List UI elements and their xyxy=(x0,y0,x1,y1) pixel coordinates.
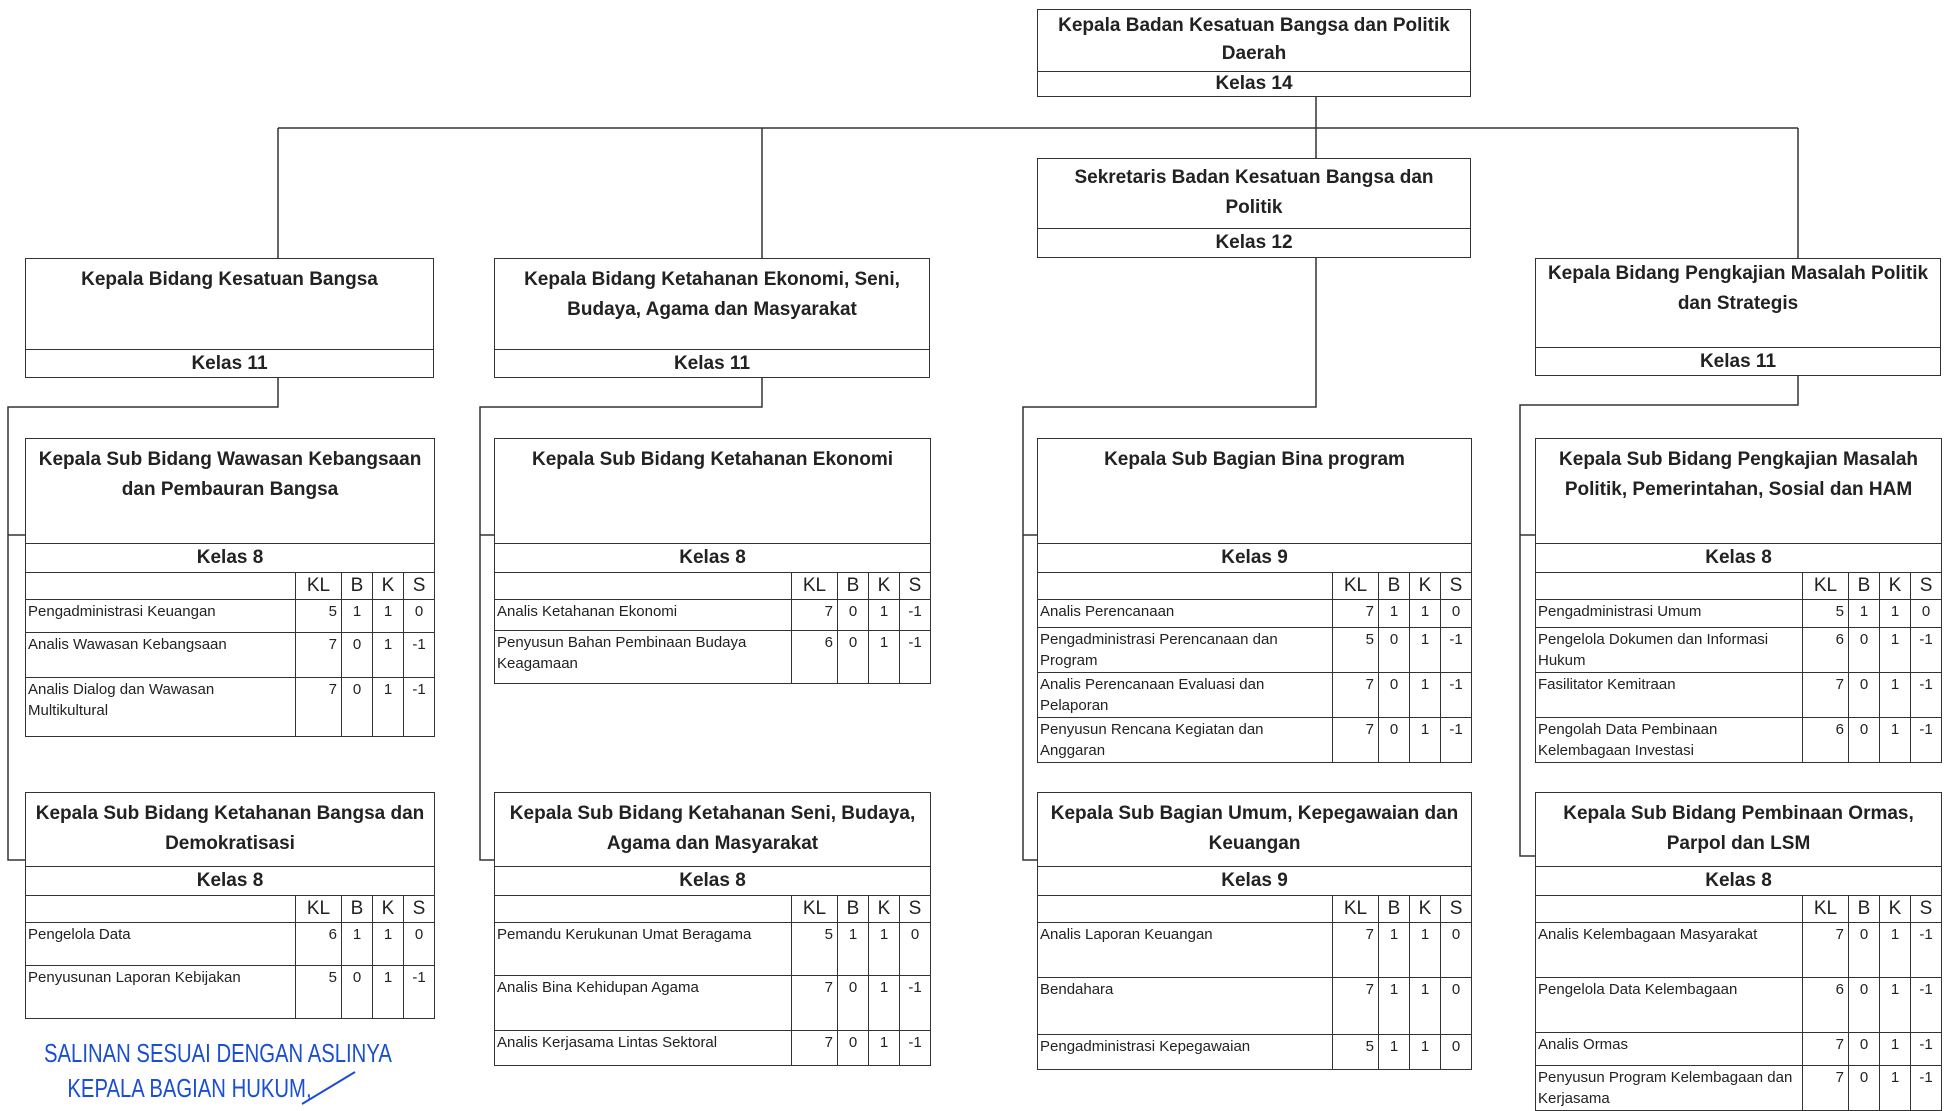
k-value: 1 xyxy=(1880,600,1911,628)
column-header-kl: KL xyxy=(1333,573,1379,600)
position-name: Analis Kelembagaan Masyarakat xyxy=(1536,923,1803,978)
column-header-s: S xyxy=(1441,573,1472,600)
s-value: -1 xyxy=(900,600,931,631)
k-value: 1 xyxy=(373,633,404,678)
position-name: Pengadministrasi Perencanaan dan Program xyxy=(1038,628,1333,673)
secretary-kelas: Kelas 12 xyxy=(1215,232,1293,253)
division-title: Kepala Bidang Kesatuan Bangsa xyxy=(26,259,433,350)
s-value: -1 xyxy=(1911,978,1942,1033)
column-header-kl: KL xyxy=(1333,896,1379,923)
b-value: 0 xyxy=(342,966,373,1019)
column-header-b: B xyxy=(342,896,373,923)
k-value: 1 xyxy=(1880,923,1911,978)
column-header-b: B xyxy=(342,573,373,600)
table-row xyxy=(1038,628,1472,673)
subunit-table xyxy=(494,792,931,1066)
b-value: 0 xyxy=(1379,673,1410,718)
column-header-k: K xyxy=(869,896,900,923)
kl-value: 7 xyxy=(1333,718,1379,763)
b-value: 0 xyxy=(1849,718,1880,763)
column-header-b: B xyxy=(1379,573,1410,600)
table-row xyxy=(1536,978,1942,1033)
column-header-b: B xyxy=(1849,896,1880,923)
column-header-k: K xyxy=(1410,573,1441,600)
position-name: Analis Bina Kehidupan Agama xyxy=(495,976,792,1031)
column-header-k: K xyxy=(1880,573,1911,600)
s-value: 0 xyxy=(404,923,435,966)
b-value: 1 xyxy=(1379,1035,1410,1070)
s-value: -1 xyxy=(1441,718,1472,763)
kl-value: 7 xyxy=(1803,1033,1849,1066)
column-header-s: S xyxy=(404,573,435,600)
k-value: 1 xyxy=(1410,600,1441,628)
b-value: 1 xyxy=(1379,600,1410,628)
subunit-table xyxy=(1535,438,1942,763)
table-row xyxy=(1536,1033,1942,1066)
header-blank xyxy=(1038,896,1333,923)
kl-value: 5 xyxy=(1333,628,1379,673)
subunit-table xyxy=(25,792,435,1019)
k-value: 1 xyxy=(1880,673,1911,718)
table-row xyxy=(1038,923,1472,978)
position-name: Pengadministrasi Kepegawaian xyxy=(1038,1035,1333,1070)
s-value: -1 xyxy=(900,976,931,1031)
s-value: -1 xyxy=(1911,718,1942,763)
k-value: 1 xyxy=(1410,1035,1441,1070)
kl-value: 7 xyxy=(296,678,342,737)
head-of-agency-kelas: Kelas 14 xyxy=(1215,73,1293,94)
table-row xyxy=(1038,1035,1472,1070)
table-row xyxy=(26,923,435,966)
kl-value: 7 xyxy=(792,600,838,631)
position-name: Pengolah Data Pembinaan Kelembagaan Investasi xyxy=(1536,718,1803,763)
b-value: 1 xyxy=(342,600,373,633)
column-header-kl: KL xyxy=(296,896,342,923)
k-value: 1 xyxy=(1410,673,1441,718)
header-blank xyxy=(26,896,296,923)
k-value: 1 xyxy=(869,1031,900,1066)
position-name: Pengelola Data xyxy=(26,923,296,966)
k-value: 1 xyxy=(1410,923,1441,978)
column-header-k: K xyxy=(1880,896,1911,923)
position-name: Analis Dialog dan Wawasan Multikultural xyxy=(26,678,296,737)
column-header-b: B xyxy=(838,896,869,923)
header-blank xyxy=(495,573,792,600)
column-header-kl: KL xyxy=(792,896,838,923)
subunit-kelas: Kelas 8 xyxy=(495,544,931,573)
position-name: Analis Perencanaan xyxy=(1038,600,1333,628)
subunit-kelas: Kelas 8 xyxy=(495,867,931,896)
kl-value: 5 xyxy=(792,923,838,976)
k-value: 1 xyxy=(373,600,404,633)
secretary-box xyxy=(1037,158,1471,258)
table-row xyxy=(1536,923,1942,978)
column-header-k: K xyxy=(869,573,900,600)
s-value: -1 xyxy=(404,678,435,737)
b-value: 0 xyxy=(1849,628,1880,673)
head-of-agency-title: Kepala Badan Kesatuan Bangsa dan Politik Daerah xyxy=(1038,10,1470,72)
s-value: 0 xyxy=(1441,978,1472,1035)
column-header-s: S xyxy=(1911,896,1942,923)
b-value: 0 xyxy=(342,678,373,737)
position-name: Pengelola Data Kelembagaan xyxy=(1536,978,1803,1033)
column-header-b: B xyxy=(838,573,869,600)
subunit-title: Kepala Sub Bagian Bina program xyxy=(1038,439,1472,544)
kl-value: 5 xyxy=(296,600,342,633)
k-value: 1 xyxy=(1880,1066,1911,1111)
b-value: 0 xyxy=(838,1031,869,1066)
column-header-kl: KL xyxy=(792,573,838,600)
stamp-line-1: SALINAN SESUAI DENGAN ASLINYA xyxy=(44,1038,392,1068)
s-value: -1 xyxy=(1911,923,1942,978)
s-value: 0 xyxy=(1441,600,1472,628)
header-blank xyxy=(26,573,296,600)
subunit-table xyxy=(494,438,931,684)
k-value: 1 xyxy=(1410,628,1441,673)
division-box-ketahanan-ekonomi xyxy=(494,258,930,378)
column-header-s: S xyxy=(1441,896,1472,923)
b-value: 0 xyxy=(342,633,373,678)
s-value: 0 xyxy=(1441,1035,1472,1070)
header-blank xyxy=(1536,896,1803,923)
position-name: Pengadministrasi Umum xyxy=(1536,600,1803,628)
table-row xyxy=(1536,673,1942,718)
division-box-kesatuan-bangsa xyxy=(25,258,434,378)
b-value: 0 xyxy=(1379,628,1410,673)
s-value: 0 xyxy=(1441,923,1472,978)
division-kelas: Kelas 11 xyxy=(673,353,751,374)
k-value: 1 xyxy=(1880,628,1911,673)
subunit-table xyxy=(1037,792,1472,1070)
kl-value: 5 xyxy=(1803,600,1849,628)
subunit-kelas: Kelas 9 xyxy=(1038,867,1472,896)
secretary-title: Sekretaris Badan Kesatuan Bangsa dan Politik xyxy=(1038,159,1470,229)
position-name: Penyusun Program Kelembagaan dan Kerjasama xyxy=(1536,1066,1803,1111)
k-value: 1 xyxy=(373,923,404,966)
position-name: Analis Perencanaan Evaluasi dan Pelaporan xyxy=(1038,673,1333,718)
subunit-kelas: Kelas 8 xyxy=(1536,867,1942,896)
subunit-title: Kepala Sub Bidang Pembinaan Ormas, Parpol dan LSM xyxy=(1536,793,1942,867)
b-value: 0 xyxy=(1849,923,1880,978)
table-row xyxy=(495,923,931,976)
header-blank xyxy=(495,896,792,923)
subunit-kelas: Kelas 9 xyxy=(1038,544,1472,573)
subunit-title: Kepala Sub Bidang Pengkajian Masalah Politik, Pemerintahan, Sosial dan HAM xyxy=(1536,439,1942,544)
table-row xyxy=(1038,600,1472,628)
subunit-kelas: Kelas 8 xyxy=(1536,544,1942,573)
table-row xyxy=(1038,673,1472,718)
k-value: 1 xyxy=(1880,978,1911,1033)
kl-value: 6 xyxy=(1803,628,1849,673)
position-name: Analis Laporan Keuangan xyxy=(1038,923,1333,978)
subunit-title: Kepala Sub Bidang Ketahanan Ekonomi xyxy=(495,439,931,544)
division-kelas: Kelas 11 xyxy=(191,353,268,374)
header-blank xyxy=(1536,573,1803,600)
division-kelas: Kelas 11 xyxy=(1699,351,1777,372)
division-box-pengkajian xyxy=(1535,258,1941,376)
s-value: -1 xyxy=(900,631,931,684)
kl-value: 6 xyxy=(792,631,838,684)
b-value: 0 xyxy=(838,600,869,631)
subunit-table xyxy=(1037,438,1472,763)
kl-value: 6 xyxy=(296,923,342,966)
k-value: 1 xyxy=(1410,978,1441,1035)
kl-value: 7 xyxy=(792,1031,838,1066)
subunit-title: Kepala Sub Bagian Umum, Kepegawaian dan Keuangan xyxy=(1038,793,1472,867)
position-name: Analis Kerjasama Lintas Sektoral xyxy=(495,1031,792,1066)
table-row xyxy=(26,600,435,633)
kl-value: 7 xyxy=(1803,923,1849,978)
table-row xyxy=(26,678,435,737)
table-row xyxy=(495,1031,931,1066)
k-value: 1 xyxy=(869,976,900,1031)
s-value: 0 xyxy=(1911,600,1942,628)
column-header-s: S xyxy=(900,896,931,923)
kl-value: 7 xyxy=(1333,923,1379,978)
k-value: 1 xyxy=(869,600,900,631)
table-row xyxy=(1536,628,1942,673)
s-value: -1 xyxy=(1911,673,1942,718)
column-header-k: K xyxy=(1410,896,1441,923)
s-value: -1 xyxy=(404,633,435,678)
b-value: 0 xyxy=(838,976,869,1031)
table-row xyxy=(26,633,435,678)
kl-value: 7 xyxy=(1333,673,1379,718)
kl-value: 6 xyxy=(1803,978,1849,1033)
b-value: 1 xyxy=(1379,923,1410,978)
column-header-k: K xyxy=(373,573,404,600)
signature-mark xyxy=(300,1068,360,1108)
s-value: 0 xyxy=(900,923,931,976)
s-value: -1 xyxy=(1911,628,1942,673)
position-name: Bendahara xyxy=(1038,978,1333,1035)
position-name: Penyusun Bahan Pembinaan Budaya Keagamaan xyxy=(495,631,792,684)
s-value: 0 xyxy=(404,600,435,633)
b-value: 1 xyxy=(1849,600,1880,628)
table-row xyxy=(1038,978,1472,1035)
k-value: 1 xyxy=(1880,718,1911,763)
b-value: 0 xyxy=(1849,673,1880,718)
position-name: Penyusunan Laporan Kebijakan xyxy=(26,966,296,1019)
column-header-s: S xyxy=(404,896,435,923)
column-header-s: S xyxy=(900,573,931,600)
kl-value: 5 xyxy=(296,966,342,1019)
table-row xyxy=(26,966,435,1019)
b-value: 0 xyxy=(1849,1033,1880,1066)
table-row xyxy=(1536,1066,1942,1111)
b-value: 0 xyxy=(1379,718,1410,763)
position-name: Analis Ketahanan Ekonomi xyxy=(495,600,792,631)
s-value: -1 xyxy=(1441,628,1472,673)
position-name: Penyusun Rencana Kegiatan dan Anggaran xyxy=(1038,718,1333,763)
b-value: 1 xyxy=(342,923,373,966)
k-value: 1 xyxy=(373,678,404,737)
position-name: Analis Ormas xyxy=(1536,1033,1803,1066)
table-row xyxy=(495,631,931,684)
b-value: 1 xyxy=(838,923,869,976)
subunit-table xyxy=(1535,792,1942,1111)
table-row xyxy=(495,600,931,631)
kl-value: 7 xyxy=(792,976,838,1031)
column-header-kl: KL xyxy=(1803,573,1849,600)
b-value: 0 xyxy=(1849,978,1880,1033)
stamp-line-2: KEPALA BAGIAN HUKUM, xyxy=(67,1073,312,1103)
division-title: Kepala Bidang Ketahanan Ekonomi, Seni, Budaya, Agama dan Masyarakat xyxy=(495,259,929,350)
b-value: 0 xyxy=(838,631,869,684)
s-value: -1 xyxy=(1441,673,1472,718)
k-value: 1 xyxy=(869,923,900,976)
s-value: -1 xyxy=(1911,1033,1942,1066)
position-name: Fasilitator Kemitraan xyxy=(1536,673,1803,718)
position-name: Pengelola Dokumen dan Informasi Hukum xyxy=(1536,628,1803,673)
table-row xyxy=(1536,718,1942,763)
kl-value: 7 xyxy=(1333,600,1379,628)
column-header-b: B xyxy=(1379,896,1410,923)
table-row xyxy=(495,976,931,1031)
k-value: 1 xyxy=(1880,1033,1911,1066)
column-header-kl: KL xyxy=(296,573,342,600)
subunit-title: Kepala Sub Bidang Ketahanan Bangsa dan Demokratisasi xyxy=(26,793,435,867)
kl-value: 7 xyxy=(1333,978,1379,1035)
header-blank xyxy=(1038,573,1333,600)
position-name: Analis Wawasan Kebangsaan xyxy=(26,633,296,678)
subunit-kelas: Kelas 8 xyxy=(26,544,435,573)
b-value: 0 xyxy=(1849,1066,1880,1111)
kl-value: 6 xyxy=(1803,718,1849,763)
column-header-b: B xyxy=(1849,573,1880,600)
position-name: Pengadministrasi Keuangan xyxy=(26,600,296,633)
subunit-table xyxy=(25,438,435,737)
subunit-title: Kepala Sub Bidang Wawasan Kebangsaan dan Pembauran Bangsa xyxy=(26,439,435,544)
s-value: -1 xyxy=(404,966,435,1019)
subunit-kelas: Kelas 8 xyxy=(26,867,435,896)
k-value: 1 xyxy=(1410,718,1441,763)
position-name: Pemandu Kerukunan Umat Beragama xyxy=(495,923,792,976)
kl-value: 7 xyxy=(1803,1066,1849,1111)
s-value: -1 xyxy=(1911,1066,1942,1111)
subunit-title: Kepala Sub Bidang Ketahanan Seni, Budaya, Agama dan Masyarakat xyxy=(495,793,931,867)
k-value: 1 xyxy=(373,966,404,1019)
column-header-k: K xyxy=(373,896,404,923)
kl-value: 7 xyxy=(1803,673,1849,718)
s-value: -1 xyxy=(900,1031,931,1066)
head-of-agency-box xyxy=(1037,9,1471,97)
column-header-kl: KL xyxy=(1803,896,1849,923)
k-value: 1 xyxy=(869,631,900,684)
kl-value: 7 xyxy=(296,633,342,678)
column-header-s: S xyxy=(1911,573,1942,600)
division-title: Kepala Bidang Pengkajian Masalah Politik dan Strategis xyxy=(1536,259,1940,348)
kl-value: 5 xyxy=(1333,1035,1379,1070)
table-row xyxy=(1038,718,1472,763)
table-row xyxy=(1536,600,1942,628)
b-value: 1 xyxy=(1379,978,1410,1035)
